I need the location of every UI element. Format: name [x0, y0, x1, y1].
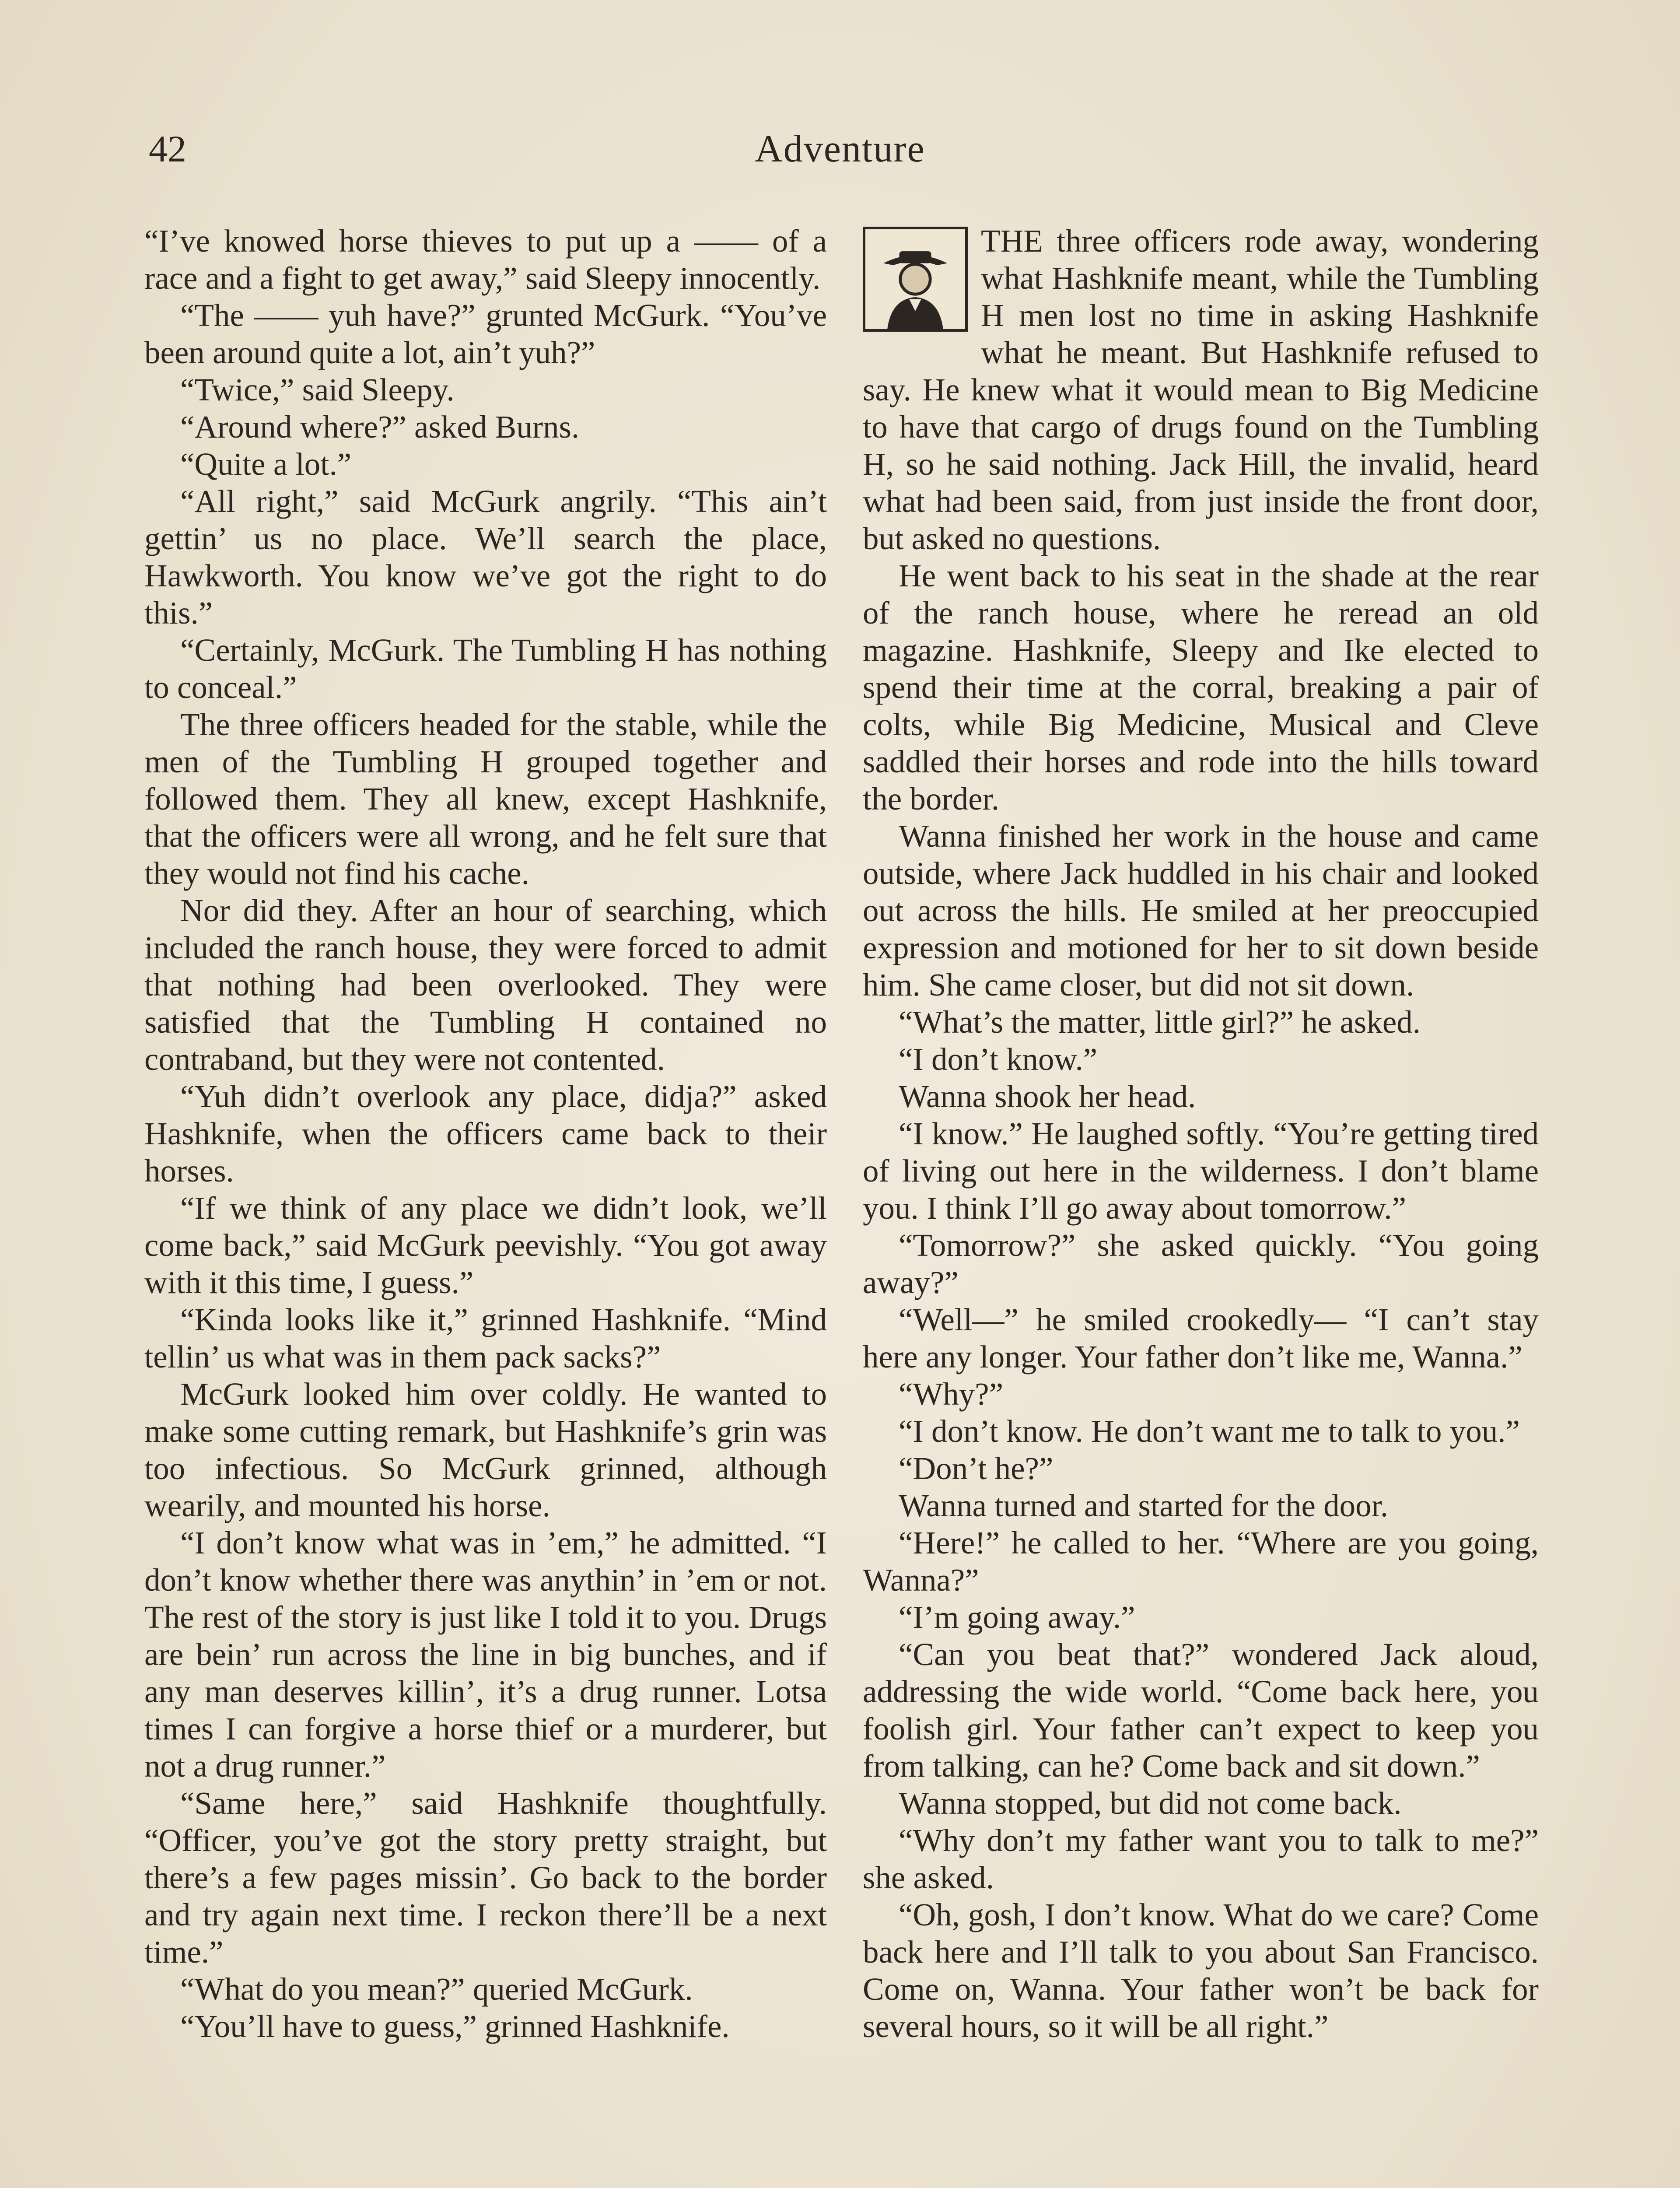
paragraph: “I’m going away.” [899, 1599, 1135, 1635]
paragraph: “I’ve knowed horse thieves to put up a —— of a race and a fight to get away,” said Sleepy innocently. [144, 223, 827, 296]
paragraph: “All right,” said McGurk angrily. “This ain’t gettin’ us no place. We’ll search the place, Hawkworth. You know we’ve got the right to do this.” [144, 484, 827, 631]
paragraph: “You’ll have to guess,” grinned Hashknife. [180, 2009, 730, 2044]
paragraph: “What’s the matter, little girl?” he asked. [899, 1004, 1421, 1040]
cowboy-portrait-icon [863, 227, 968, 332]
paragraph: “Can you beat that?” wondered Jack aloud, addressing the wide world. “Come back here, you foolish girl. Your father can’t expect to keep you from talking, can he? Come back and sit down.” [863, 1637, 1539, 1784]
paragraph: “Oh, gosh, I don’t know. What do we care? Come back here and I’ll talk to you about San Francisco. Come on, Wanna. Your father won’t be back for several hours, so it will be all right.” [863, 1897, 1539, 2044]
paragraph: “Yuh didn’t overlook any place, didja?” asked Hashknife, when the officers came back to their horses. [144, 1079, 827, 1189]
paragraph: Wanna finished her work in the house and came outside, where Jack huddled in his chair and looked out across the hills. He smiled at her preoccupied expression and motioned for her to sit down beside him. She came closer, but did not sit down. [863, 818, 1539, 1003]
paragraph: “Tomorrow?” she asked quickly. “You going away?” [863, 1227, 1539, 1300]
paragraph: “Quite a lot.” [180, 446, 352, 482]
paragraph: McGurk looked him over coldly. He wanted to make some cutting remark, but Hashknife’s grin was too infectious. So McGurk grinned, although wearily, and mounted his horse. [144, 1376, 827, 1523]
paragraph: “Don’t he?” [899, 1451, 1054, 1486]
paragraph: “Well—” he smiled crookedly— “I can’t stay here any longer. Your father don’t like me, Wanna.” [863, 1302, 1539, 1375]
paragraph: “Twice,” said Sleepy. [180, 372, 455, 407]
paragraph: “Why don’t my father want you to talk to me?” she asked. [863, 1823, 1539, 1895]
paragraph: “Certainly, McGurk. The Tumbling H has nothing to conceal.” [144, 632, 827, 705]
running-title: Adventure [755, 128, 925, 170]
paragraph: Wanna stopped, but did not come back. [899, 1785, 1402, 1821]
paragraph: “I don’t know.” [899, 1041, 1098, 1077]
paragraph: “Same here,” said Hashknife thoughtfully. “Officer, you’ve got the story pretty straight, but there’s a few pages missin’. Go back to the border and try again next time. I reckon there’ll be a next time.” [144, 1785, 827, 1970]
paragraph: “I know.” He laughed softly. “You’re getting tired of living out here in the wilderness. I don’t blame you. I think I’ll go away about tomorrow.” [863, 1116, 1539, 1226]
paragraph: Wanna turned and started for the door. [899, 1488, 1389, 1523]
paragraph: “What do you mean?” queried McGurk. [180, 1971, 693, 2007]
paragraph: The three officers headed for the stable, while the men of the Tumbling H grouped together and followed them. They all knew, except Hashknife, that the officers were all wrong, and he felt sure that they would not find his cache. [144, 707, 827, 891]
right-column [863, 222, 1539, 2045]
page-number: 42 [149, 128, 186, 170]
left-column [144, 222, 827, 2045]
paragraph: “Here!” he called to her. “Where are you going, Wanna?” [863, 1525, 1539, 1598]
paragraph: “If we think of any place we didn’t look, we’ll come back,” said McGurk peevishly. “You got away with it this time, I guess.” [144, 1190, 827, 1300]
paragraph: He went back to his seat in the shade at the rear of the ranch house, where he reread an old magazine. Hashknife, Sleepy and Ike elected to spend their time at the corral, breaking a pair of colts, while Big Medicine, Musical and Cleve saddled their horses and rode into the hills toward the border. [863, 558, 1539, 817]
paragraph: “Why?” [899, 1376, 1004, 1412]
paragraph: Wanna shook her head. [899, 1079, 1196, 1114]
paragraph: “Kinda looks like it,” grinned Hashknife. “Mind tellin’ us what was in them pack sacks?” [144, 1302, 827, 1375]
paragraph: “The —— yuh have?” grunted McGurk. “You’ve been around quite a lot, ain’t yuh?” [144, 298, 827, 370]
paragraph: “I don’t know what was in ’em,” he admitted. “I don’t know whether there was anythin’ in ’em or not. The rest of the story is just like I told it to you. Drugs are bein’ run across the line in big bunches, and if any man deserves killin’, it’s a drug runner. Lotsa times I can forgive a horse thief or a murderer, but not a drug runner.” [144, 1525, 827, 1784]
paragraph: “Around where?” asked Burns. [180, 409, 580, 445]
paragraph: “I don’t know. He don’t want me to talk to you.” [899, 1413, 1520, 1449]
paragraph: Nor did they. After an hour of searching, which included the ranch house, they were forced to admit that nothing had been overlooked. They were satisfied that the Tumbling H contained no contraband, but they were not contented. [144, 893, 827, 1077]
paragraph: THE three officers rode away, wondering what Hashknife meant, while the Tumbling H men lost no time in asking Hashknife what he meant. But Hashknife refused to say. He knew what it would mean to Big Medicine to have that cargo of drugs found on the Tumbling H, so he said nothing. Jack Hill, the invalid, heard what had been said, from just inside the front door, but asked no questions. [863, 223, 1539, 556]
